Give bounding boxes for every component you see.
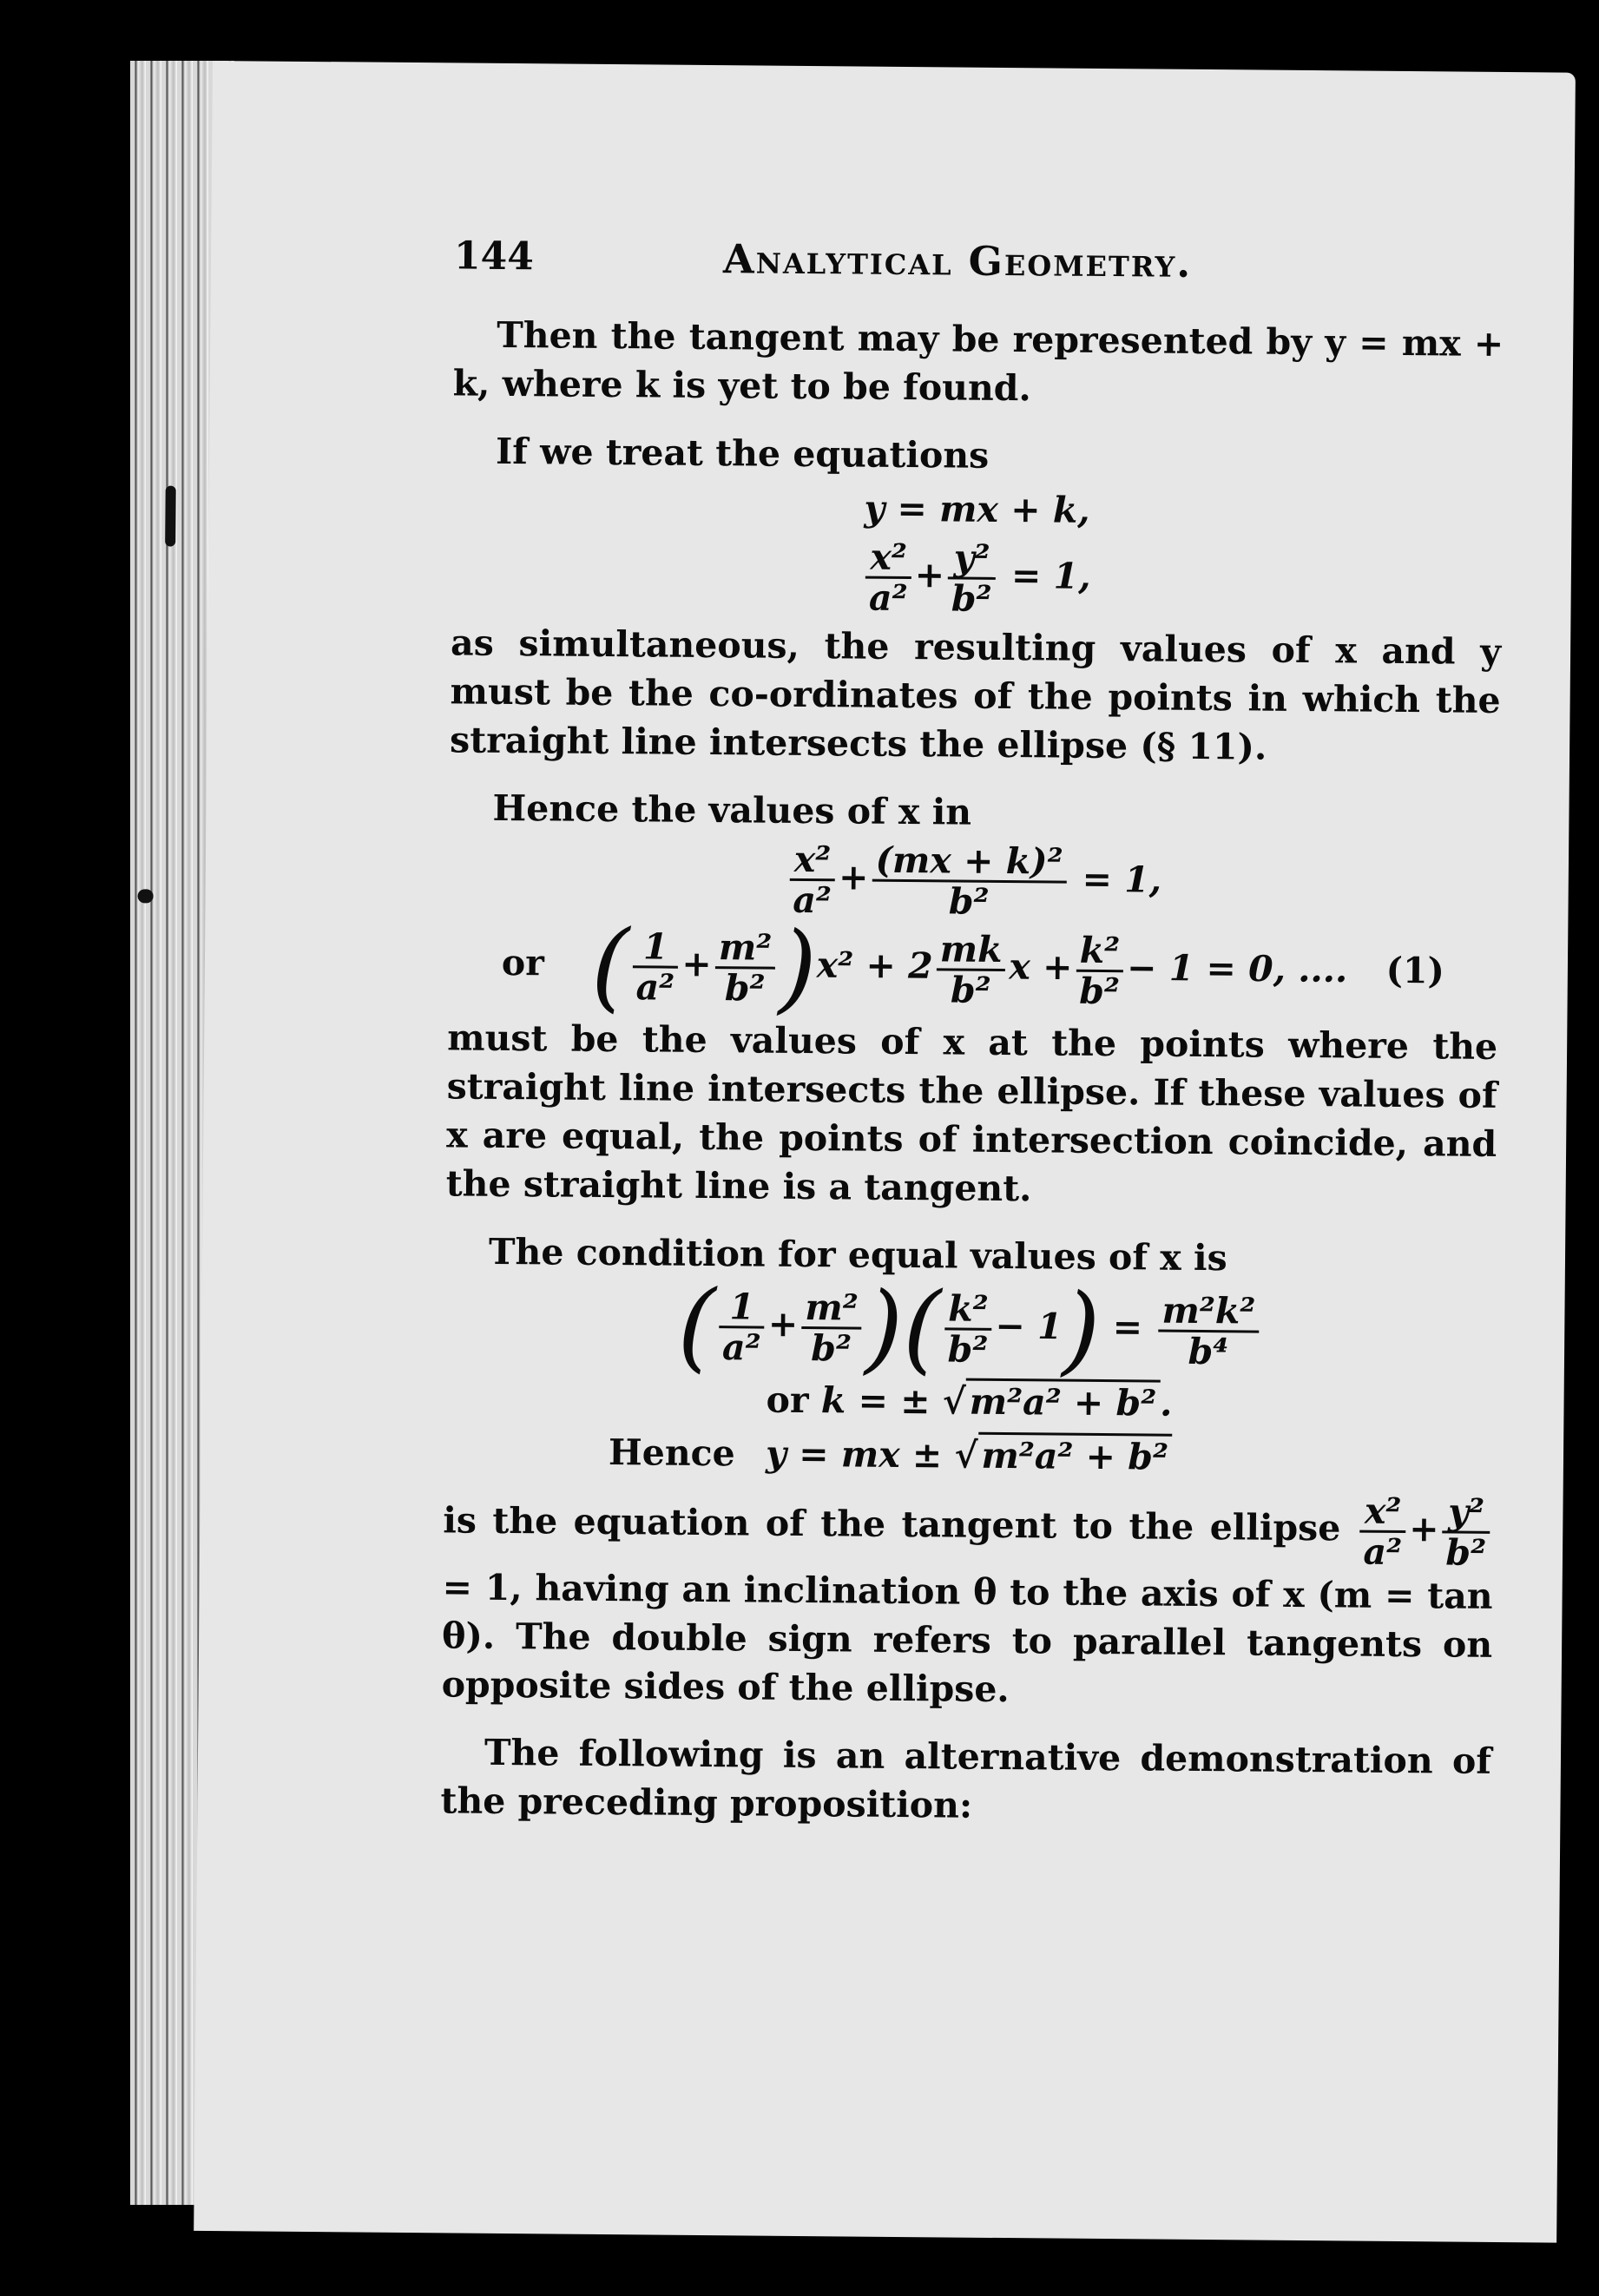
paragraph: as simultaneous, the resulting values of x and y must be the co-ordinates of the points in which the straight line intersects the ellipse (§ 11). [449, 622, 1502, 768]
page-header [454, 232, 1505, 319]
paragraph: The following is an alternative demonstration of the preceding proposition: [440, 1731, 1492, 1826]
equation-number: (1) [1385, 949, 1445, 991]
binding-mark [138, 889, 154, 903]
page-number: 144 [453, 234, 535, 280]
paragraph: The condition for equal values of x is [488, 1230, 1227, 1280]
equation-1: or ( $\frac{1}{\text{a²}}$ + $\frac{\text{m²}}{\text{b²}}$ )x² + 2 $\frac{mk}{\text{b²}}$ x + $\frac{\text{k²}}{\text{b²}}$ − 1 = 0, .... (1) [501, 909, 1445, 1025]
paragraph: must be the values of x at the points where the straight line intersects the ellipse. If these values of x are equal, the points of intersection coincide, and the straight line is a tangent. [445, 1016, 1498, 1210]
binding-mark [165, 486, 176, 547]
equation-tangent: Hence y = mx ± √m²a² + b² [444, 1426, 1494, 1484]
paragraph: Hence the values of x in [492, 786, 972, 833]
equation-ellipse: $\frac{\text{x²}}{\text{a²}}$ + $\frac{\text{y²}}{\text{b²}}$ = 1, [451, 534, 1502, 622]
equation-k: or k = ± √m²a² + b². [766, 1378, 1173, 1424]
book-page [194, 61, 1576, 2243]
paragraph: is the equation of the tangent to the ellipse $\frac{\text{x²}}{\text{a²}}$ + $\frac{\text{y²}}{\text{b²}}$ = 1, having an inclination θ to the axis of x (m = tan θ). The double sign refers to parallel tangents on opposite sides of the ellipse. [441, 1490, 1493, 1711]
page-content [440, 232, 1504, 1833]
equation-condition: ( $\frac{1}{\text{a²}}$ + $\frac{\text{m²}}{\text{b²}}$ )( $\frac{\text{k²}}{\text{b²}}$ − 1) = $\frac{\text{m²k²}}{\text{b⁴}}$ [444, 1280, 1496, 1377]
equation-substituted: $\frac{\text{x²}}{\text{a²}}$ + $\frac{\text{(mx + k)²}}{\text{b²}}$ = 1, [448, 837, 1499, 925]
equation-line: y = mx + k, [864, 487, 1090, 531]
paragraph: Then the tangent may be represented by y = mx + k, where k is yet to be found. [452, 313, 1504, 410]
running-title: Analytical Geometry. [722, 235, 1193, 286]
paragraph: If we treat the equations [495, 430, 990, 477]
